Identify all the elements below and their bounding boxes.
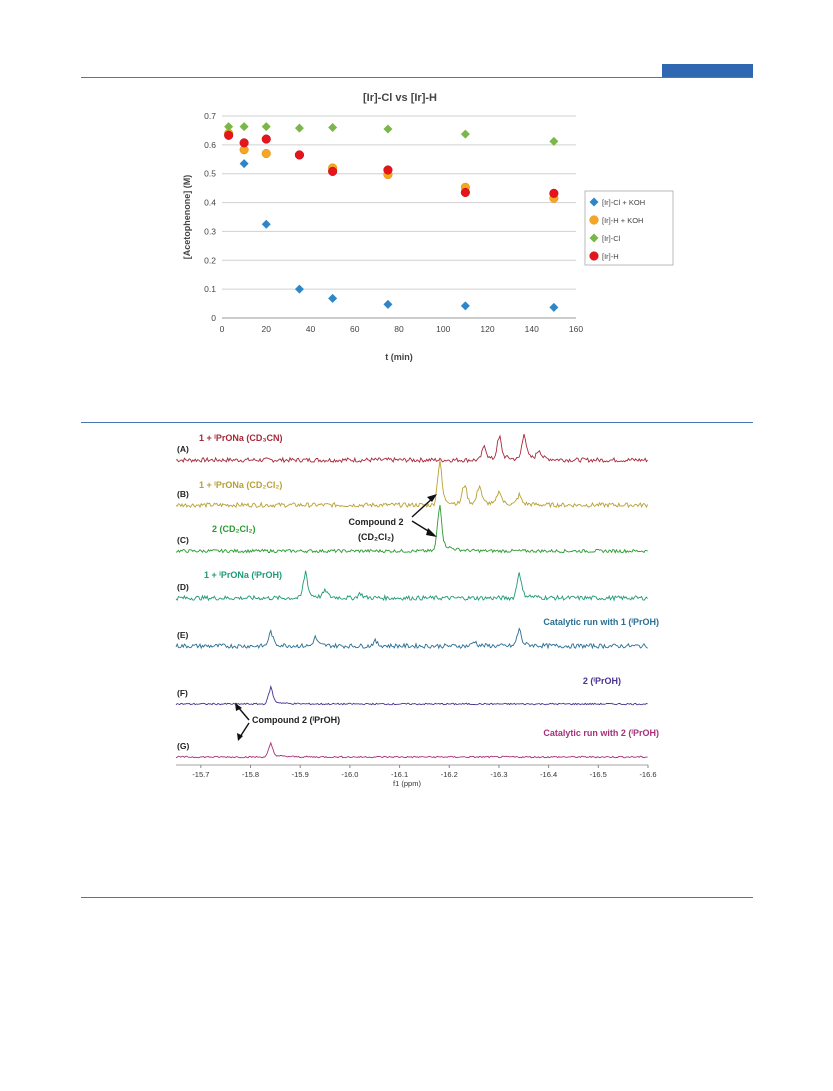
spectrum-4 bbox=[176, 569, 648, 600]
y-axis-label: [Acetophenone] (M) bbox=[182, 174, 192, 260]
y-tick-label: 0.4 bbox=[204, 197, 216, 208]
x-tick-label: -16.5 bbox=[589, 770, 607, 779]
x-tick-label: -16.2 bbox=[440, 770, 458, 779]
spectrum-7 bbox=[176, 727, 659, 758]
x-tick-label: -15.7 bbox=[192, 770, 210, 779]
spectrum-id: (G) bbox=[177, 741, 190, 751]
x-tick-label: 120 bbox=[480, 324, 495, 334]
spectrum-2 bbox=[176, 460, 648, 507]
y-tick-label: 0.2 bbox=[204, 255, 216, 266]
x-tick-label: -16.3 bbox=[490, 770, 508, 779]
spectrum-label: Catalytic run with 1 (ⁱPrOH) bbox=[543, 617, 659, 627]
x-tick-label: 60 bbox=[350, 324, 360, 334]
spectrum-label: 2 (ⁱPrOH) bbox=[582, 676, 621, 686]
x-tick-label: -16.4 bbox=[540, 770, 558, 779]
x-tick-label: -15.8 bbox=[241, 770, 260, 779]
x-tick-label: 20 bbox=[261, 324, 271, 334]
legend-label: [Ir]-H + KOH bbox=[602, 216, 644, 225]
spectrum-label: 1 + ⁱPrONa (ⁱPrOH) bbox=[204, 570, 282, 580]
x-axis-label: t (min) bbox=[385, 352, 413, 362]
spectrum-3 bbox=[176, 505, 648, 553]
x-tick-label: -15.9 bbox=[291, 770, 309, 779]
spectrum-id: (E) bbox=[177, 630, 189, 640]
y-tick-label: 0.6 bbox=[204, 139, 216, 150]
y-tick-label: 0.1 bbox=[204, 284, 216, 295]
spectrum-1 bbox=[176, 432, 648, 462]
spectrum-id: (B) bbox=[177, 489, 189, 499]
legend-label: [Ir]-H bbox=[602, 252, 619, 261]
spectrum-trace bbox=[176, 687, 648, 705]
spectrum-trace bbox=[176, 743, 648, 758]
x-tick-label: 80 bbox=[394, 324, 404, 334]
spectrum-5 bbox=[176, 616, 659, 648]
x-tick-label: 40 bbox=[305, 324, 316, 334]
legend-label: [Ir]-Cl + KOH bbox=[602, 198, 646, 207]
x-tick-label: 100 bbox=[436, 324, 451, 334]
arrowhead bbox=[426, 528, 437, 537]
spectrum-id: (D) bbox=[177, 582, 189, 592]
x-tick-label: -16.1 bbox=[391, 770, 409, 779]
legend-label: [Ir]-Cl bbox=[602, 234, 621, 243]
x-tick-label: -16.0 bbox=[341, 770, 359, 779]
x-tick-label: 160 bbox=[568, 324, 584, 334]
annotation-arrow bbox=[240, 723, 249, 737]
y-tick-label: 0.7 bbox=[204, 111, 216, 121]
annotation-label: Compound 2 (ⁱPrOH) bbox=[252, 715, 341, 725]
spectrum-id: (F) bbox=[177, 688, 188, 698]
x-tick-label: 140 bbox=[524, 324, 539, 334]
spectrum-id: (C) bbox=[177, 535, 189, 545]
y-tick-label: 0.3 bbox=[204, 226, 216, 237]
annotation-label: (CD₂Cl₂) bbox=[358, 532, 394, 542]
y-tick-label: 0 bbox=[211, 313, 216, 323]
chart-title: [Ir]-Cl vs [Ir]-H bbox=[363, 92, 437, 104]
spectrum-label: 1 + ⁱPrONa (CD₂Cl₂) bbox=[199, 480, 283, 490]
spectrum-label: 2 (CD₂Cl₂) bbox=[212, 524, 256, 534]
spectrum-label: 1 + ⁱPrONa (CD₃CN) bbox=[199, 433, 283, 443]
x-tick-label: 0 bbox=[219, 324, 225, 334]
x-axis-label: f1 (ppm) bbox=[393, 779, 421, 788]
annotation-label: Compound 2 bbox=[348, 517, 404, 527]
spectrum-trace bbox=[176, 629, 648, 649]
spectrum-id: (A) bbox=[177, 444, 189, 454]
spectrum-label: Catalytic run with 2 (ⁱPrOH) bbox=[543, 728, 659, 738]
spectrum-6 bbox=[176, 675, 648, 705]
y-tick-label: 0.5 bbox=[204, 168, 216, 179]
x-tick-label: -16.6 bbox=[639, 770, 657, 779]
